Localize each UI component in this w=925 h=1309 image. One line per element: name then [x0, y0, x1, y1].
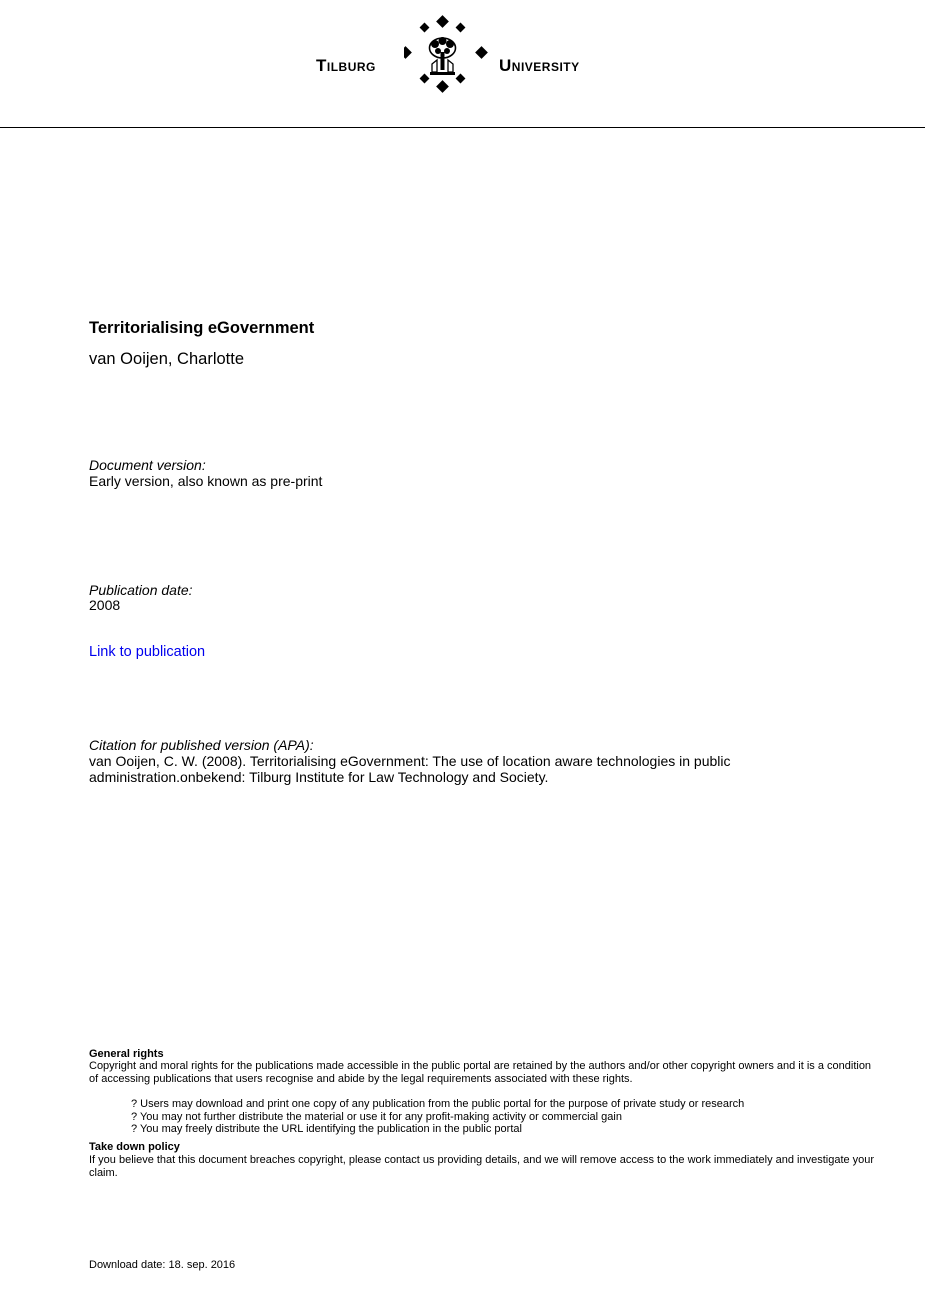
takedown-body: If you believe that this document breaches copyright, please contact us providing details, and we will remove access to the work immediately and investigate your claim.: [89, 1154, 875, 1179]
logo-word-university: University: [499, 56, 580, 75]
list-item: ? You may not further distribute the material or use it for any profit-making activity or commercial gain: [131, 1110, 622, 1123]
tree-emblem-icon: [404, 14, 524, 96]
logo-word-tilburg: Tilburg: [316, 56, 376, 75]
header-divider: [0, 127, 925, 128]
list-item: ? Users may download and print one copy of any publication from the public portal for the purpose of private study or research: [131, 1098, 745, 1110]
general-rights-heading: General rights: [89, 1048, 164, 1060]
document-title: Territorialising eGovernment: [89, 319, 315, 337]
rights-bullet-list: [131, 1098, 744, 1136]
citation-label: Citation for published version (APA):: [89, 737, 314, 753]
link-to-publication[interactable]: Link to publication: [89, 644, 206, 660]
general-rights-body: Copyright and moral rights for the publications made accessible in the public portal are retained by the authors and/or other copyright owners and it is a condition of accessing publications that users recognise and abide by the legal requirements associated with these rights.: [89, 1060, 872, 1085]
list-item: ? You may freely distribute the URL identifying the publication in the public portal: [131, 1123, 522, 1135]
takedown-heading: Take down policy: [89, 1141, 180, 1153]
publication-date-label: Publication date:: [89, 582, 193, 598]
version-value: Early version, also known as pre-print: [89, 473, 323, 489]
version-label: Document version:: [89, 457, 206, 473]
publication-date-value: 2008: [89, 597, 121, 613]
document-author: van Ooijen, Charlotte: [89, 350, 245, 368]
download-date: Download date: 18. sep. 2016: [89, 1259, 236, 1271]
university-logo: [312, 14, 614, 96]
citation-text: van Ooijen, C. W. (2008). Territorialising eGovernment: The use of location aware technologies in public administration.onbekend: Tilburg Institute for Law Technology and Society.: [89, 753, 731, 785]
